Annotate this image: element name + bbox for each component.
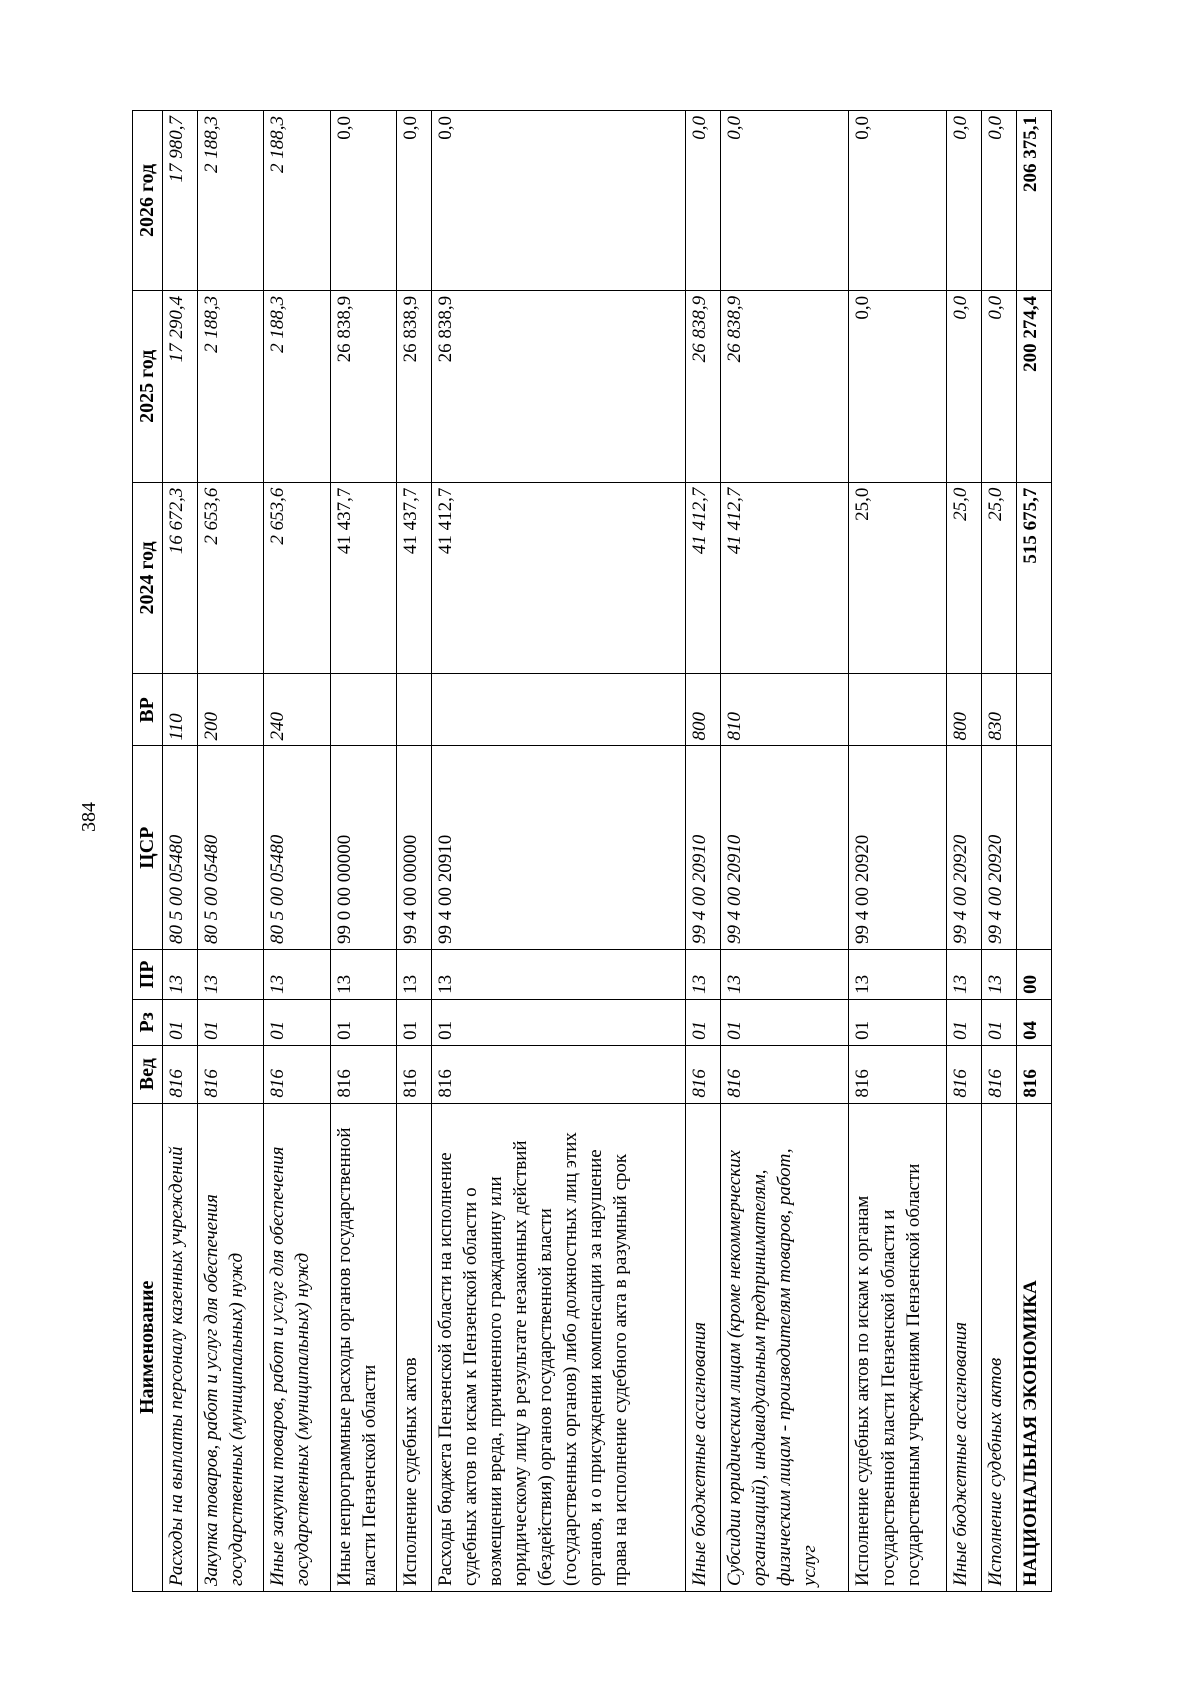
row-2024-cell: 2 653,6 [198,482,264,674]
row-vr-cell [330,674,396,746]
row-2024-cell: 41 437,7 [330,482,396,674]
row-csr-cell: 99 4 00 20910 [431,746,685,950]
row-2025-cell: 26 838,9 [720,290,849,482]
row-csr-cell: 99 4 00 20920 [849,746,947,950]
row-rz-cell: 01 [330,999,396,1045]
page-number: 384 [78,802,100,832]
row-2026-cell: 2 188,3 [264,111,330,291]
row-2025-cell: 200 274,4 [1016,290,1051,482]
row-vr-cell [1016,674,1051,746]
row-rz-cell: 01 [431,999,685,1045]
row-2024-cell: 25,0 [981,482,1016,674]
row-2026-cell: 0,0 [431,111,685,291]
rotated-budget-sheet [132,110,1052,1592]
row-2024-cell: 41 412,7 [431,482,685,674]
row-ved-cell: 816 [198,1045,264,1103]
row-pr-cell: 13 [198,950,264,1000]
row-name-cell: Иные непрограммные расходы органов государственной власти Пензенской области [330,1103,396,1591]
header-pr: ПР [133,950,163,1000]
row-csr-cell: 80 5 00 05480 [163,746,198,950]
table-body [163,111,1052,1592]
row-name-cell: Расходы бюджета Пензенской области на исполнение судебных актов по искам к Пензенской области о возмещении вреда, причиненного гражданину или юридическому лицу в результате незаконных действий (бездействия) органов государственной власти (государственных органов) либо должностных лиц этих органов, и о присуждении компенсации за нарушение права на исполнение судебного акта в разумный срок [431,1103,685,1591]
header-name: Наименование [133,1103,163,1591]
row-name-cell: Иные закупки товаров, работ и услуг для обеспечения государственных (муниципальных) нужд [264,1103,330,1591]
row-2026-cell: 0,0 [981,111,1016,291]
row-pr-cell: 13 [720,950,849,1000]
header-2025: 2025 год [133,290,163,482]
row-rz-cell: 01 [163,999,198,1045]
row-vr-cell: 110 [163,674,198,746]
row-name-cell: Закупка товаров, работ и услуг для обеспечения государственных (муниципальных) нужд [198,1103,264,1591]
header-vr: ВР [133,674,163,746]
table-row [264,111,330,1592]
row-ved-cell: 816 [330,1045,396,1103]
row-2025-cell: 26 838,9 [330,290,396,482]
row-pr-cell: 13 [431,950,685,1000]
header-2024: 2024 год [133,482,163,674]
row-2026-cell: 206 375,1 [1016,111,1051,291]
table-row [685,111,720,1592]
row-2024-cell: 41 412,7 [720,482,849,674]
header-csr: ЦСР [133,746,163,950]
row-csr-cell: 99 4 00 20910 [685,746,720,950]
row-pr-cell: 13 [330,950,396,1000]
row-2025-cell: 26 838,9 [431,290,685,482]
row-2025-cell: 0,0 [946,290,981,482]
row-vr-cell [849,674,947,746]
table-row [720,111,849,1592]
row-name-cell: Расходы на выплаты персоналу казенных учреждений [163,1103,198,1591]
table-row [849,111,947,1592]
row-ved-cell: 816 [1016,1045,1051,1103]
row-name-cell: Исполнение судебных актов [981,1103,1016,1591]
row-rz-cell: 01 [720,999,849,1045]
row-csr-cell: 99 4 00 20920 [946,746,981,950]
row-csr-cell: 99 0 00 00000 [330,746,396,950]
row-rz-cell: 04 [1016,999,1051,1045]
row-rz-cell: 01 [396,999,431,1045]
header-2026: 2026 год [133,111,163,291]
row-pr-cell: 13 [163,950,198,1000]
row-ved-cell: 816 [264,1045,330,1103]
row-pr-cell: 13 [685,950,720,1000]
row-2026-cell: 17 980,7 [163,111,198,291]
row-2026-cell: 0,0 [720,111,849,291]
row-vr-cell [396,674,431,746]
table-row [163,111,198,1592]
row-ved-cell: 816 [685,1045,720,1103]
table-row [198,111,264,1592]
row-pr-cell: 00 [1016,950,1051,1000]
row-rz-cell: 01 [981,999,1016,1045]
row-2026-cell: 2 188,3 [198,111,264,291]
table-row [981,111,1016,1592]
row-2026-cell: 0,0 [685,111,720,291]
row-2025-cell: 17 290,4 [163,290,198,482]
row-rz-cell: 01 [849,999,947,1045]
header-rz: Рз [133,999,163,1045]
row-pr-cell: 13 [946,950,981,1000]
row-2026-cell: 0,0 [396,111,431,291]
row-name-cell: Исполнение судебных актов по искам к органам государственной власти Пензенской области и государственным учреждениям Пензенской области [849,1103,947,1591]
row-2024-cell: 25,0 [849,482,947,674]
row-2024-cell: 515 675,7 [1016,482,1051,674]
row-vr-cell: 800 [946,674,981,746]
row-vr-cell: 830 [981,674,1016,746]
row-vr-cell [431,674,685,746]
row-vr-cell: 810 [720,674,849,746]
row-2026-cell: 0,0 [946,111,981,291]
table-row [431,111,685,1592]
table-row [330,111,396,1592]
row-2024-cell: 16 672,3 [163,482,198,674]
row-csr-cell: 99 4 00 20920 [981,746,1016,950]
row-2024-cell: 41 412,7 [685,482,720,674]
row-csr-cell [1016,746,1051,950]
row-ved-cell: 816 [163,1045,198,1103]
table-row [396,111,431,1592]
row-csr-cell: 80 5 00 05480 [198,746,264,950]
row-2025-cell: 26 838,9 [685,290,720,482]
row-name-cell: НАЦИОНАЛЬНАЯ ЭКОНОМИКА [1016,1103,1051,1591]
row-name-cell: Исполнение судебных актов [396,1103,431,1591]
row-2025-cell: 0,0 [849,290,947,482]
row-pr-cell: 13 [981,950,1016,1000]
row-2024-cell: 41 437,7 [396,482,431,674]
table-header-row [133,111,163,1592]
row-csr-cell: 80 5 00 05480 [264,746,330,950]
row-name-cell: Субсидии юридическим лицам (кроме некоммерческих организаций), индивидуальным предпринимателям, физическим лицам - производителям товаров, работ, услуг [720,1103,849,1591]
row-ved-cell: 816 [396,1045,431,1103]
row-2025-cell: 26 838,9 [396,290,431,482]
row-2024-cell: 25,0 [946,482,981,674]
row-2026-cell: 0,0 [849,111,947,291]
row-ved-cell: 816 [981,1045,1016,1103]
row-ved-cell: 816 [431,1045,685,1103]
row-2025-cell: 0,0 [981,290,1016,482]
row-csr-cell: 99 4 00 00000 [396,746,431,950]
table-row [946,111,981,1592]
row-pr-cell: 13 [396,950,431,1000]
row-rz-cell: 01 [264,999,330,1045]
row-pr-cell: 13 [264,950,330,1000]
row-2025-cell: 2 188,3 [264,290,330,482]
row-name-cell: Иные бюджетные ассигнования [946,1103,981,1591]
row-ved-cell: 816 [946,1045,981,1103]
row-csr-cell: 99 4 00 20910 [720,746,849,950]
row-2024-cell: 2 653,6 [264,482,330,674]
row-vr-cell: 240 [264,674,330,746]
row-ved-cell: 816 [720,1045,849,1103]
header-ved: Вед [133,1045,163,1103]
row-2025-cell: 2 188,3 [198,290,264,482]
table-row [1016,111,1051,1592]
row-name-cell: Иные бюджетные ассигнования [685,1103,720,1591]
row-rz-cell: 01 [685,999,720,1045]
row-2026-cell: 0,0 [330,111,396,291]
row-ved-cell: 816 [849,1045,947,1103]
row-rz-cell: 01 [946,999,981,1045]
row-rz-cell: 01 [198,999,264,1045]
row-pr-cell: 13 [849,950,947,1000]
budget-table [132,110,1052,1592]
row-vr-cell: 800 [685,674,720,746]
row-vr-cell: 200 [198,674,264,746]
